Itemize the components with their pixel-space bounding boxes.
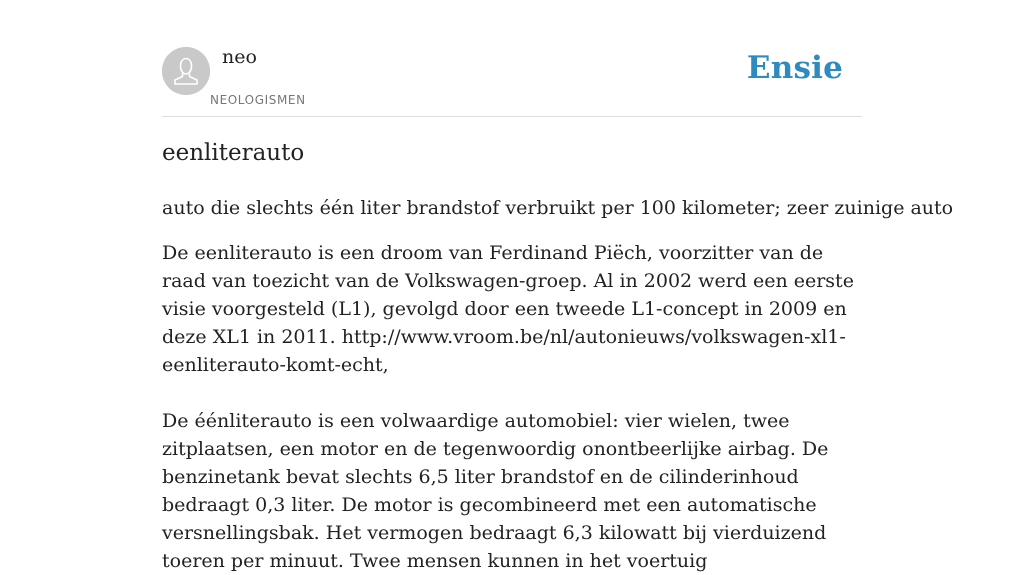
entry-title: eenliterauto [162, 140, 305, 166]
example-paragraph: De éénliterauto is een volwaardige automobiel: vier wielen, twee zitplaatsen, een motor en de tegenwoordig onontbeerlijke airbag. De benzinetank bevat slechts 6,5 liter brandstof en de cilinderinhoud bedraagt 0,3 liter. De motor is gecombineerd met een automatische versnellingsbak. Het vermogen bedraagt 6,3 kilowatt bij vierduizend toeren per minuut. Twee mensen kunnen in het voertuig [162, 410, 829, 572]
entry-example [162, 239, 868, 575]
collection-label[interactable]: NEOLOGISMEN [210, 93, 306, 107]
username-link[interactable]: neo [222, 46, 257, 68]
avatar[interactable] [162, 47, 210, 95]
entry-definition: auto die slechts één liter brandstof verbruikt per 100 kilometer; zeer zuinige auto [162, 197, 954, 219]
brand-logo[interactable]: Ensie [746, 50, 843, 86]
entry-header [162, 0, 862, 117]
paragraph-gap [162, 379, 868, 407]
example-paragraph: De eenliterauto is een droom van Ferdinand Piëch, voorzitter van de raad van toezicht van de Volkswagen-groep. Al in 2002 werd een eerste visie voorgesteld (L1), gevolgd door een tweede L1-concept in 2009 en deze XL1 in 2011. http://www.vroom.be/nl/autonieuws/volkswagen-xl1-eenliterauto-komt-echt, [162, 242, 854, 376]
page-content [162, 0, 954, 572]
user-silhouette-icon [162, 47, 210, 95]
